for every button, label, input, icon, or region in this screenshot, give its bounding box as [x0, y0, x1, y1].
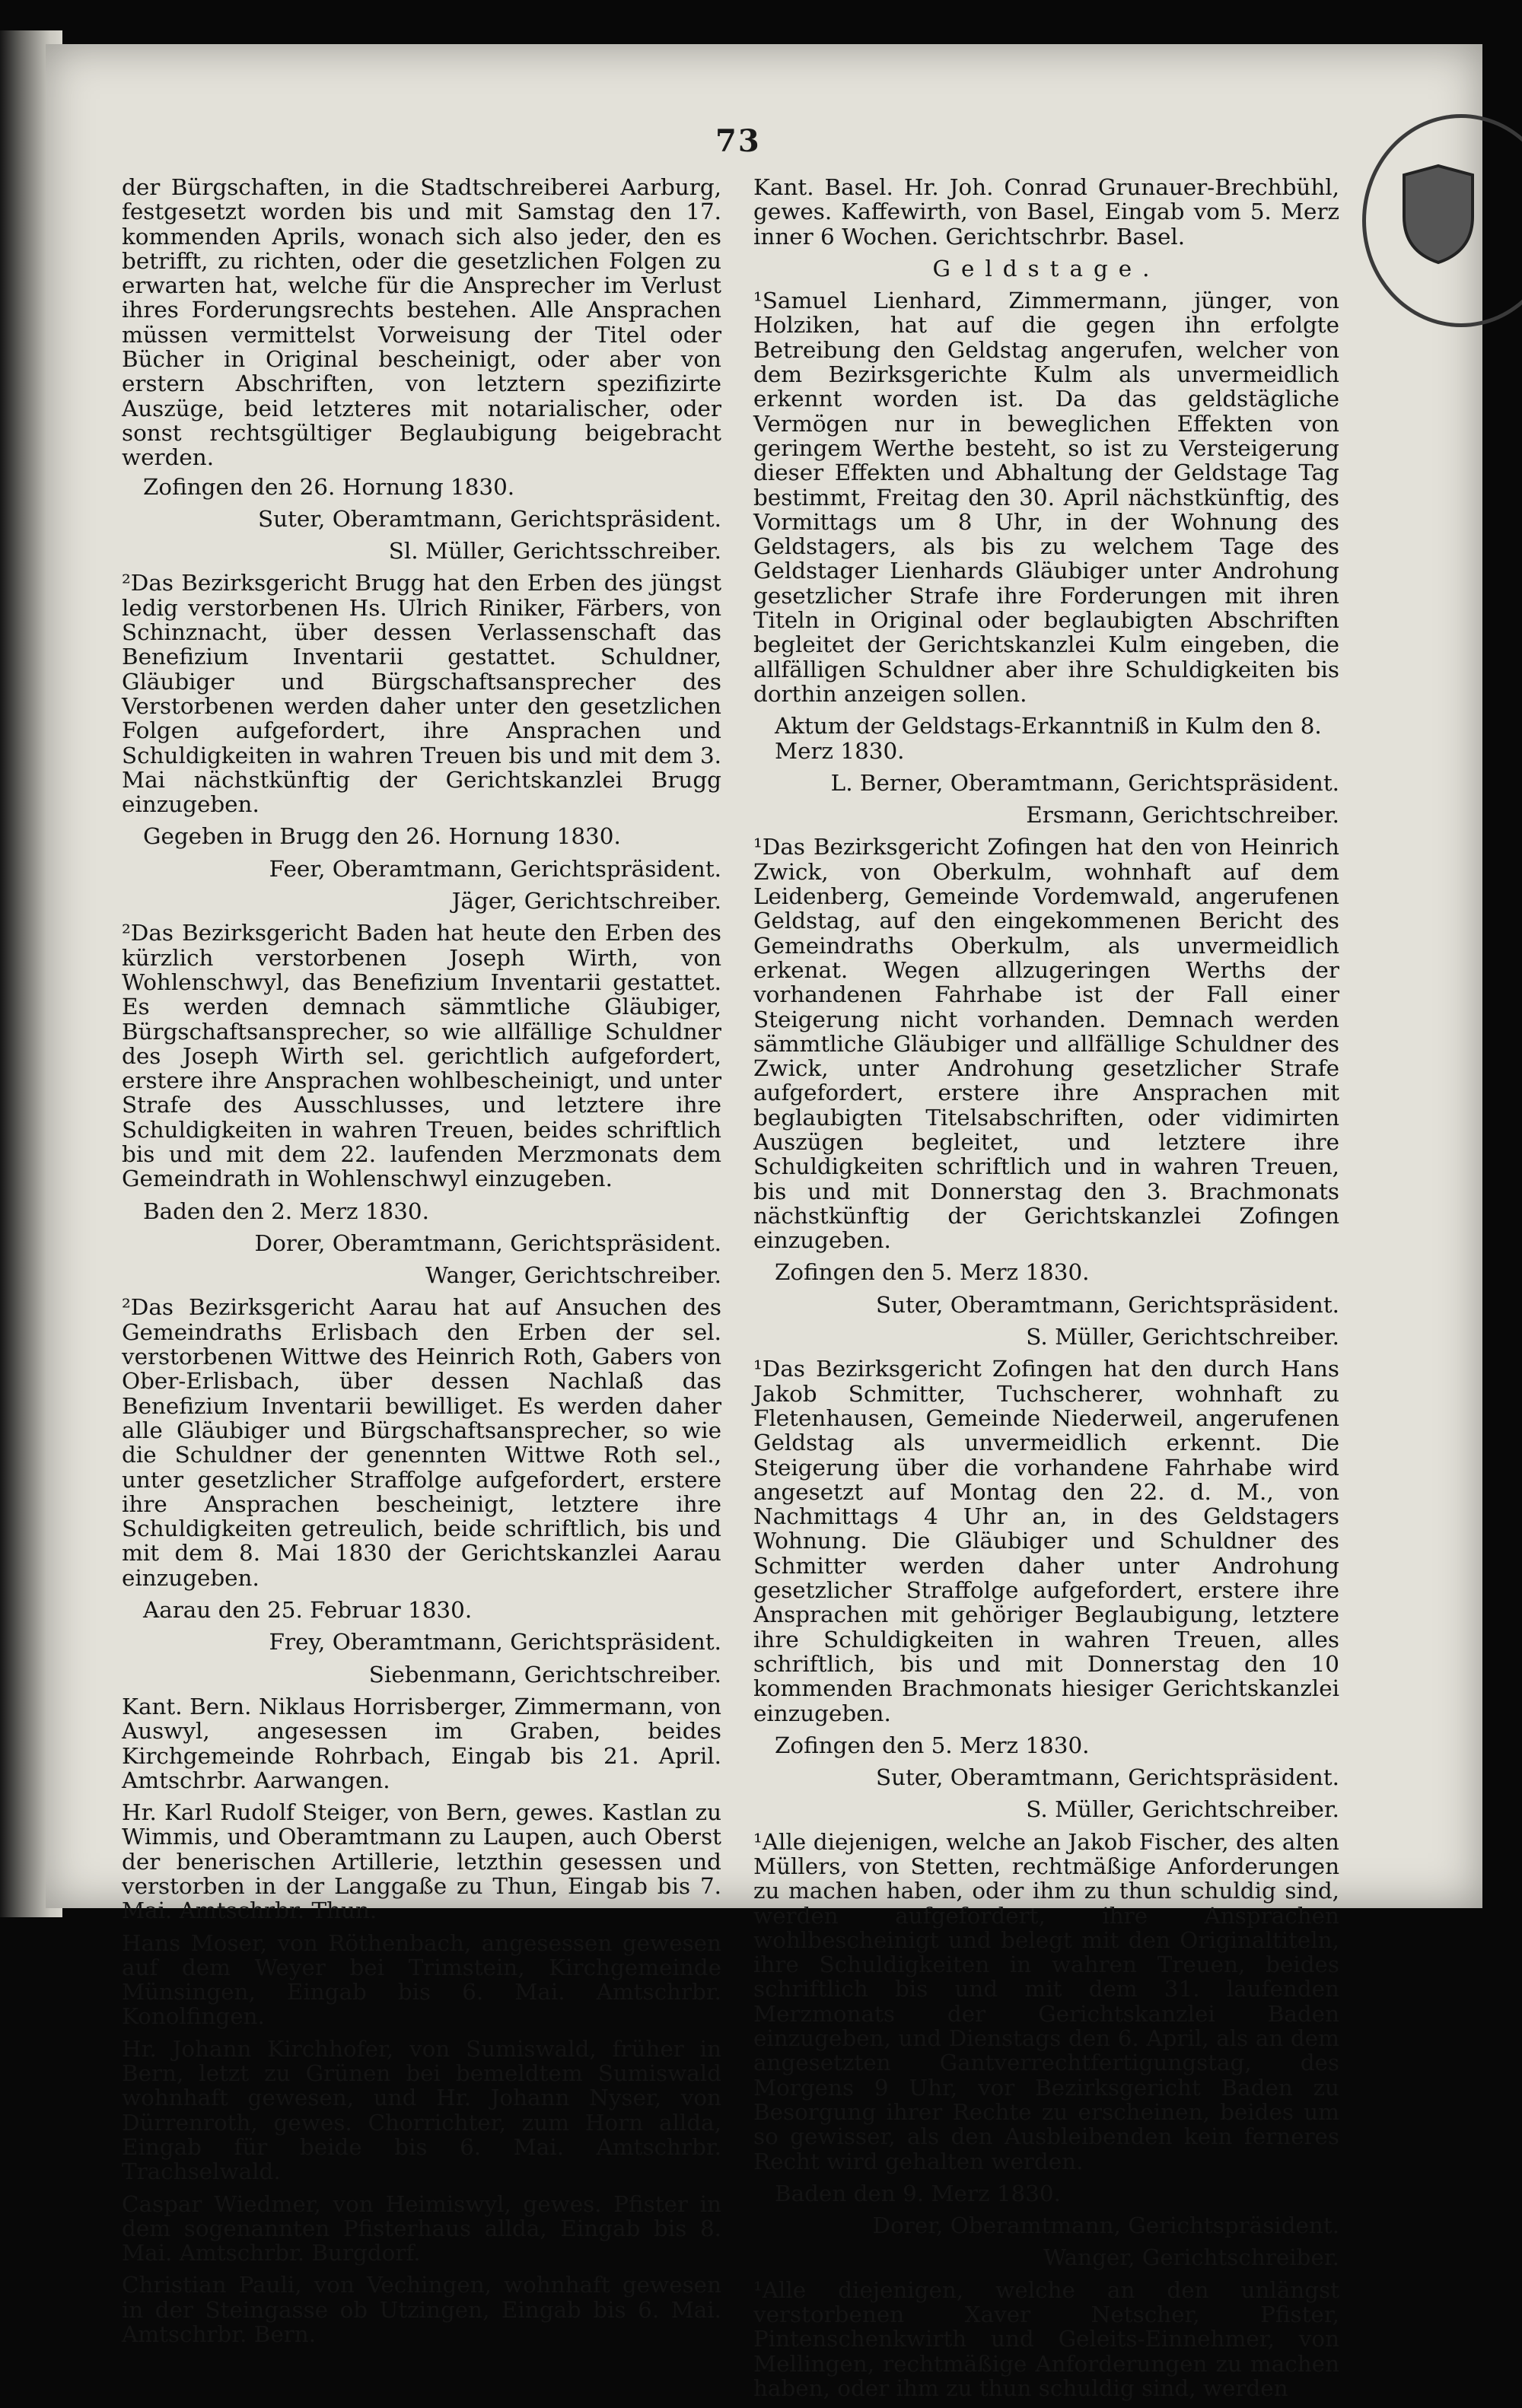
signature-clerk: Jäger, Gerichtschreiber. [451, 888, 721, 915]
section-title: Geldstage. [932, 255, 1161, 282]
page-number: 73 [715, 123, 761, 159]
signature-clerk: Wanger, Gerichtschreiber. [425, 1262, 721, 1289]
right-column [753, 175, 1339, 2408]
notice-text: ²Das Bezirksgericht Brugg hat den Erben des jüngst ledig verstorbenen Hs. Ulrich Riniker, Färbers, von Schinznacht, über dessen Verlassenschaft das Benefizium Inventarii gestattet. Schuldner, Gläubiger und Bürgschaftsansprecher des Verstorbenen werden daher unter den gesetzlichen Folgen aufgefordert, ihre Ansprachen und Schuldigkeiten in wahren Treuen bis und mit dem 3. Mai nächstkünftig der Gerichtskanzlei Brugg einzugeben. [122, 570, 721, 818]
signature-presiding: Feer, Oberamtmann, Gerichtspräsident. [269, 855, 721, 882]
estate-entry: Christian Pauli, von Vechingen, wohnhaft gewesen in der Steingasse ob Utzingen, Eingab bis 6. Mai. Amtschrbr. Bern. [122, 2272, 721, 2348]
notice-date: Zofingen den 5. Merz 1830. [775, 1732, 1090, 1758]
estate-entry: Kant. Basel. Hr. Joh. Conrad Grunauer-Brechbühl, gewes. Kaffewirth, von Basel, Eingab vom 5. Merz inner 6 Wochen. Gerichtschrbr. Basel. [753, 174, 1339, 250]
notice-date: Aktum der Geldstags-Erkanntniß in Kulm den 8. Merz 1830. [775, 713, 1322, 764]
signature-presiding: Suter, Oberamtmann, Gerichtspräsident. [257, 505, 721, 532]
continuation-text: der Bürgschaften, in die Stadtschreiberei Aarburg, festgesetzt worden bis und mit Samstag den 17. kommenden Aprils, wonach sich also jeder, den es betrifft, zu richten, oder die gesetzlichen Folgen zu erwarten hat, welche für die Ansprecher im Verlust ihres Forderungsrechts bestehen. Alle Ansprachen müssen vermittelst Vorweisung der Titel oder Bücher in Original bescheinigt, oder aber von erstern Abschriften, von letztern spezifizirte Auszüge, beid letzteres mit notarialischer, oder sonst rechtsgültiger Beglaubigung beigebracht werden. [122, 174, 721, 471]
signature-clerk: Siebenmann, Gerichtschreiber. [368, 1661, 721, 1688]
notice-date: Zofingen den 26. Hornung 1830. [143, 473, 515, 500]
notice-date: Gegeben in Brugg den 26. Hornung 1830. [143, 823, 621, 850]
signature-presiding: L. Berner, Oberamtmann, Gerichtspräsident. [830, 769, 1339, 796]
notice-date: Aarau den 25. Februar 1830. [143, 1597, 473, 1624]
signature-clerk: Wanger, Gerichtschreiber. [1043, 2244, 1339, 2271]
notice-text: ¹Das Bezirksgericht Zofingen hat den durch Hans Jakob Schmitter, Tuchscherer, wohnhaft zu Fletenhausen, Gemeinde Niederweil, angerufenen Geldstag als unvermeidlich erkennt. Die Steigerung über die vorhandene Fahrhabe wird angesetzt auf Montag den 22. d. M., von Nachmittags 4 Uhr an, in des Geldstagers Wohnung. Die Gläubiger und Schuldner des Schmitter werden daher unter Androhung gesetzlicher Straffolge aufgefordert, erstere ihre Ansprachen mit gehöriger Beglaubigung, letztere ihre Schuldigkeiten in wahren Treuen, alles schriftlich, bis und mit Donnerstag den 10 kommenden Brachmonats hiesiger Gerichtskanzlei einzugeben. [753, 1356, 1339, 1726]
left-column [122, 175, 721, 2354]
estate-entry: Kant. Bern. Niklaus Horrisberger, Zimmermann, von Auswyl, angesessen im Graben, beides Kirchgemeinde Rohrbach, Eingab bis 21. April. Amtschrbr. Aarwangen. [122, 1693, 721, 1793]
signature-presiding: Dorer, Oberamtmann, Gerichtspräsident. [254, 1229, 721, 1256]
notice-text: ²Das Bezirksgericht Aarau hat auf Ansuchen des Gemeindraths Erlisbach den Erben der sel. verstorbenen Wittwe des Heinrich Roth, Gabers von Ober-Erlisbach, über dessen Nachlaß das Benefizium Inventarii bewilliget. Es werden daher alle Gläubiger und Bürgschaftsansprecher, so wie die Schuldner der genennten Wittwe Roth sel., unter gesetzlicher Straffolge aufgefordert, erstere ihre Ansprachen bescheinigt, letztere ihre Schuldigkeiten getreulich, beide schriftlich, bis und mit dem 8. Mai 1830 der Gerichtskanzlei Aarau einzugeben. [122, 1294, 721, 1591]
notice-text: ¹Alle diejenigen, welche an Jakob Fischer, des alten Müllers, von Stetten, rechtmäßige Anforderungen zu machen haben, oder ihm zu thun schuldig sind, werden aufgefordert, ihre Ansprachen wohlbescheinigt und belegt mit den Originaltiteln, ihre Schuldigkeiten in wahren Treuen, beides schriftlich bis und mit dem 31. laufenden Merzmonats der Gerichtskanzlei Baden einzugeben, und Dienstags den 6. April, als an dem angesetzten Gantverrechtfertigungstag, des Morgens 9 Uhr, vor Bezirksgericht Baden zu Besorgung ihrer Rechte zu erscheinen, beides um so gewisser, als den Ausbleibenden kein ferneres Recht wird gehalten werden. [753, 1828, 1339, 2174]
notice-date: Zofingen den 5. Merz 1830. [775, 1259, 1090, 1286]
signature-presiding: Frey, Oberamtmann, Gerichtspräsident. [269, 1629, 721, 1656]
estate-entry: Caspar Wiedmer, von Heimiswyl, gewes. Pfister in dem sogenannten Pfisterhaus allda, Eingab bis 8. Mai. Amtschrbr. Burgdorf. [122, 2190, 721, 2266]
estate-entry: Hans Moser, von Röthenbach, angesessen gewesen auf dem Weyer bei Trimstein, Kirchgemeinde Münsingen, Eingab bis 6. Mai. Amtschrbr. Konolfingen. [122, 1929, 721, 2030]
notice-text: ¹Samuel Lienhard, Zimmermann, jünger, von Holziken, hat auf die gegen ihn erfolgte Betreibung den Geldstag angerufen, welcher von dem Bezirksgerichte Kulm als unvermeidlich erkennt worden ist. Da das geldstägliche Vermögen nur in beweglichen Effekten von geringem Werthe besteht, so ist zu Versteigerung dieser Effekten und Abhaltung der Geldstage Tag bestimmt, Freitag den 30. April nächstkünftig, des Vormittags um 8 Uhr, in der Wohnung des Geldstagers, als bis zu welchem Tage des Geldstager Lienhards Gläubiger unter Androhung gesetzlicher Strafe ihre Forderungen mit ihren Titeln in Original oder beglaubigten Abschriften begleitet der Gerichtskanzlei Kulm eingeben, die allfälligen Schuldner aber ihre Schuldigkeiten bis dorthin anzeigen sollen. [753, 288, 1339, 707]
signature-clerk: Sl. Müller, Gerichtsschreiber. [388, 538, 721, 565]
signature-clerk: S. Müller, Gerichtschreiber. [1026, 1324, 1339, 1350]
signature-presiding: Suter, Oberamtmann, Gerichtspräsident. [875, 1764, 1339, 1791]
signature-presiding: Suter, Oberamtmann, Gerichtspräsident. [875, 1291, 1339, 1318]
notice-text: ¹Alle diejenigen, welche an den unlängst verstorbenen Xaver Netscher, Pfister, Pintenschenkwirth und Geleits-Einnehmer, von Mellingen, rechtmäßige Anforderungen zu machen haben, oder ihm zu thun schuldig sind, werden [753, 2276, 1339, 2401]
notice-text: ¹Das Bezirksgericht Zofingen hat den von Heinrich Zwick, von Oberkulm, wohnhaft auf dem Leidenberg, Gemeinde Vordemwald, angerufenen Geldstag, auf den eingekommenen Bericht des Gemeindraths Oberkulm, als unvermeidlich erkenat. Wegen allzugeringen Werths der vorhandenen Fahrhabe ist der Fall einer Steigerung nicht vorhanden. Demnach werden sämmtliche Gläubiger und allfällige Schuldner des Zwick, unter Androhung gesetzlicher Strafe aufgefordert, erstere ihre Ansprachen mit beglaubigten Titelsabschriften, oder vidimirten Auszügen begleitet, und letztere ihre Schuldigkeiten schriftlich und in wahren Treuen, bis und mit Donnerstag den 3. Brachmonats nächstkünftig der Gerichtskanzlei Zofingen einzugeben. [753, 834, 1339, 1254]
notice-date: Baden den 9. Merz 1830. [775, 2180, 1061, 2206]
estate-entry: Hr. Karl Rudolf Steiger, von Bern, gewes. Kastlan zu Wimmis, und Oberamtmann zu Laupen, auch Oberst der benerischen Artillerie, letzthin gesessen und verstorben in der Langgaße zu Thun, Eingab bis 7. Mai. Amtschrbr. Thun. [122, 1799, 721, 1924]
signature-clerk: Ersmann, Gerichtschreiber. [1026, 802, 1339, 829]
notice-date: Baden den 2. Merz 1830. [143, 1198, 429, 1224]
notice-text: ²Das Bezirksgericht Baden hat heute den Erben des kürzlich verstorbenen Joseph Wirth, von Wohlenschwyl, das Benefizium Inventarii gestattet. Es werden demnach sämmtliche Gläubiger, Bürgschaftsansprecher, so wie allfällige Schuldner des Joseph Wirth sel. gerichtlich aufgefordert, erstere ihre Ansprachen wohlbescheinigt, und unter Strafe des Ausschlusses, und letztere ihre Schuldigkeiten in wahren Treuen, beides schriftlich bis und mit dem 22. laufenden Merzmonats dem Gemeindrath in Wohlenschwyl einzugeben. [122, 920, 721, 1192]
coat-of-arms-icon [1396, 160, 1480, 266]
signature-presiding: Dorer, Oberamtmann, Gerichtspräsident. [872, 2212, 1339, 2239]
signature-clerk: S. Müller, Gerichtschreiber. [1026, 1796, 1339, 1823]
estate-entry: Hr. Johann Kirchhofer, von Sumiswald, früher in Bern, letzt zu Grünen bei bemeldtem Sumiswald wohnhaft gewesen, und Hr. Johann Nyser, von Dürrenroth, gewes. Chorrichter, zum Horn allda, Eingab für beide bis 6. Mai. Amtschrbr. Trachselwald. [122, 2035, 721, 2185]
